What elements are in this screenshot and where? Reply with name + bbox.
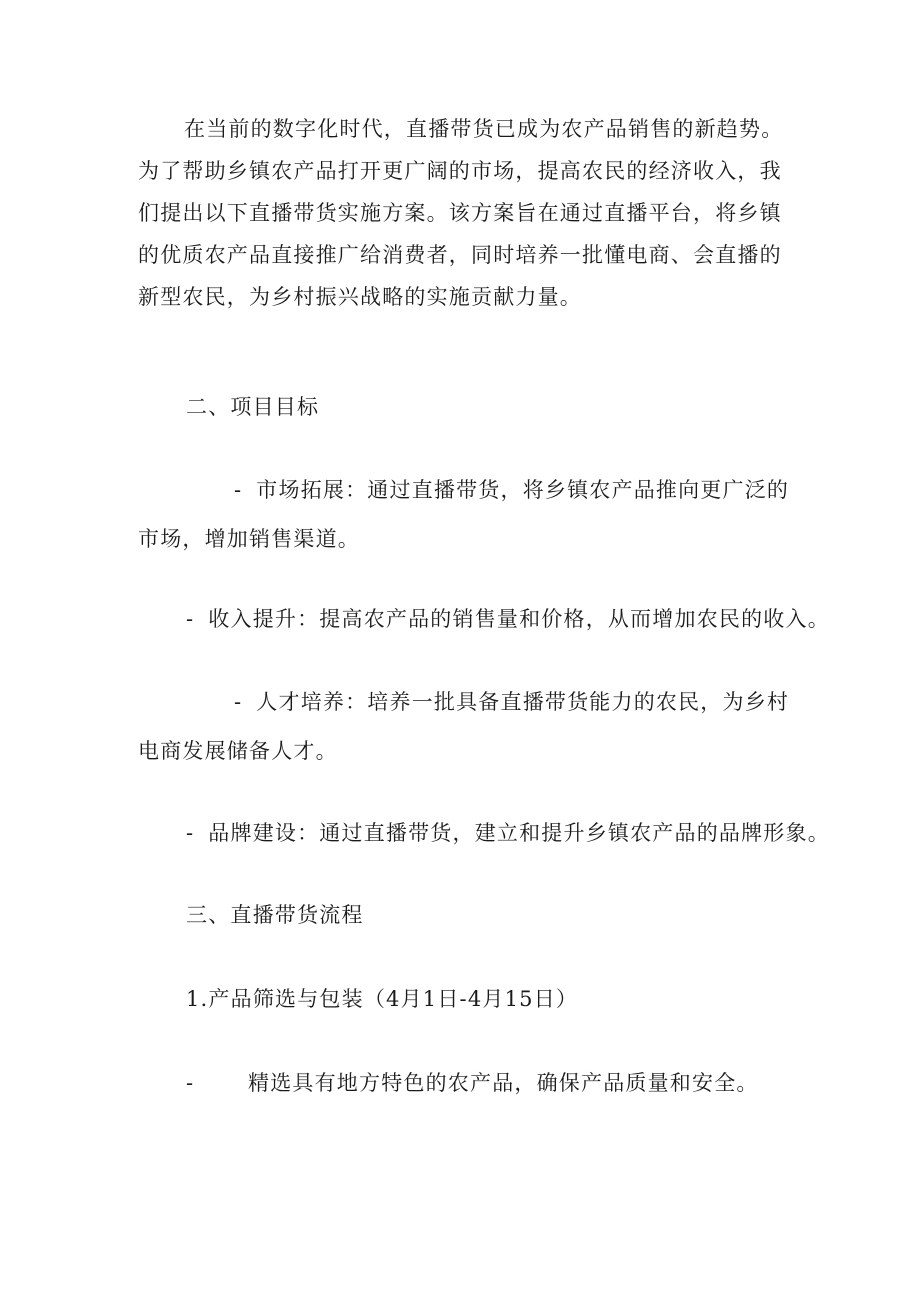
goal-item bbox=[186, 598, 830, 640]
goal-item bbox=[186, 812, 830, 854]
bullet-dash: - bbox=[186, 607, 195, 631]
intro-paragraph: 在当前的数字化时代，直播带货已成为农产品销售的新趋势。为了帮助乡镇农产品打开更广阔的市场，提高农民的经济收入，我们提出以下直播带货实施方案。该方案旨在通过直播平台，将乡镇的优质农产品直接推广给消费者，同时培养一批懂电商、会直播的新型农民，为乡村振兴战略的实施贡献力量。 bbox=[138, 117, 784, 309]
bullet-dash: - bbox=[234, 478, 243, 502]
section-heading-goals: 二、项目目标 bbox=[186, 395, 320, 419]
goal-item bbox=[138, 466, 800, 564]
step-item bbox=[186, 1062, 759, 1104]
goal-text: 品牌建设：通过直播带货，建立和提升乡镇农产品的品牌形象。 bbox=[208, 821, 830, 845]
step-item-text: 精选具有地方特色的农产品，确保产品质量和安全。 bbox=[248, 1071, 759, 1095]
step-heading: 1.产品筛选与包装（4月1日-4月15日） bbox=[186, 987, 579, 1011]
bullet-dash: - bbox=[234, 690, 243, 714]
bullet-dash: - bbox=[186, 1071, 195, 1095]
goal-text: 收入提升：提高农产品的销售量和价格，从而增加农民的收入。 bbox=[208, 607, 830, 631]
goal-item bbox=[138, 678, 800, 776]
goal-text: 人才培养：培养一批具备直播带货能力的农民，为乡村电商发展储备人才。 bbox=[138, 690, 790, 763]
bullet-dash: - bbox=[186, 821, 195, 845]
section-heading-process: 三、直播带货流程 bbox=[186, 903, 364, 927]
goal-text: 市场拓展：通过直播带货，将乡镇农产品推向更广泛的市场，增加销售渠道。 bbox=[138, 478, 790, 551]
